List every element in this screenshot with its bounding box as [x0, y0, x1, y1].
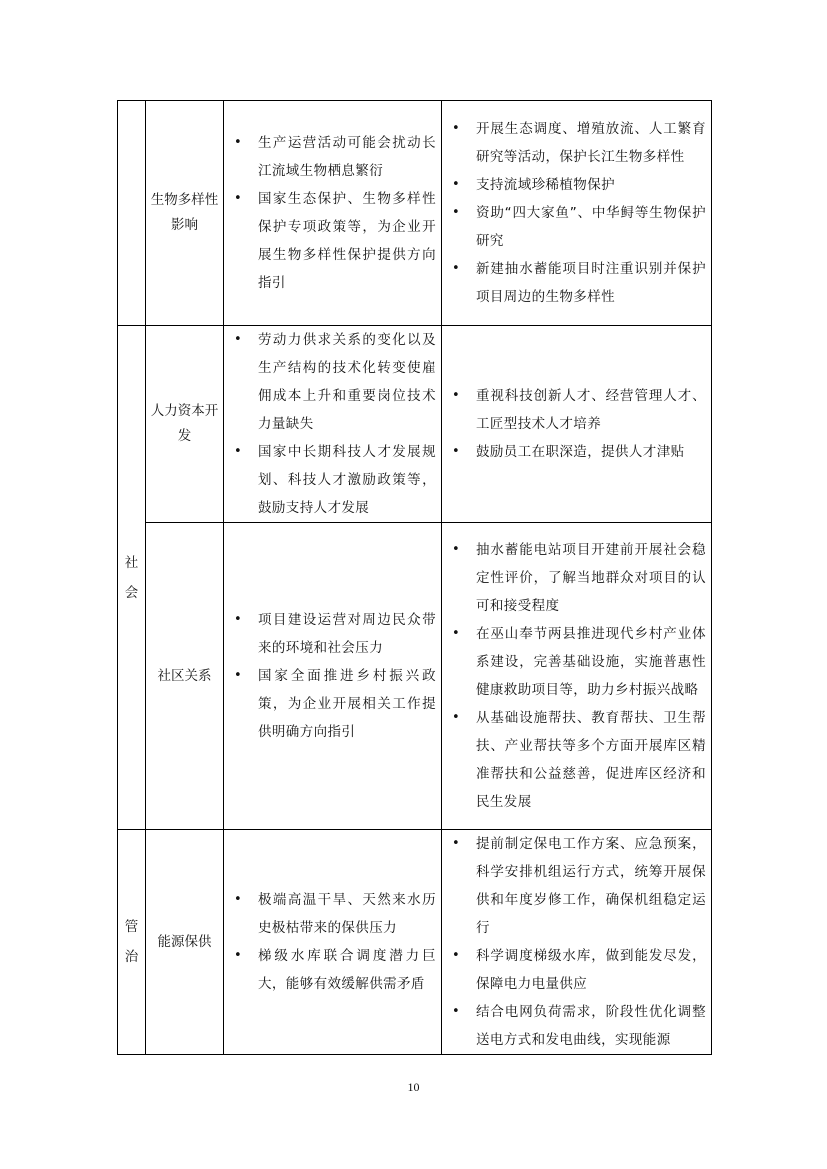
measure-item: • 支持流域珍稀植物保护 [442, 171, 711, 199]
page-number: 10 [407, 1080, 420, 1094]
risk-item: • 国家生态保护、生物多样性保护专项政策等，为企业开展生物多样性保护提供方向指引 [224, 185, 441, 297]
risk-cell [224, 326, 442, 523]
measure-cell [442, 830, 712, 1055]
table-row-human-capital [118, 326, 712, 523]
issue-cell: 社区关系 [146, 523, 224, 830]
measure-item: • 在巫山奉节两县推进现代乡村产业体系建设，完善基础设施，实施普惠性健康救助项目等，助力乡村振兴战略 [442, 620, 711, 704]
risk-item: • 国家全面推进乡村振兴政策，为企业开展相关工作提供明确方向指引 [224, 662, 441, 746]
table-row-energy-supply [118, 830, 712, 1055]
measure-item: • 鼓励员工在职深造，提供人才津贴 [442, 438, 711, 466]
issue-cell: 能源保供 [146, 830, 224, 1055]
issue-cell: 生物多样性影响 [146, 101, 224, 326]
measure-cell [442, 326, 712, 523]
measure-item: • 开展生态调度、增殖放流、人工繁育研究等活动，保护长江生物多样性 [442, 115, 711, 171]
risk-item: • 项目建设运营对周边民众带来的环境和社会压力 [224, 606, 441, 662]
measure-item: • 新建抽水蓄能项目时注重识别并保护项目周边的生物多样性 [442, 255, 711, 311]
category-cell-governance [118, 830, 146, 1055]
category-char: 会 [124, 584, 139, 601]
category-cell-social [118, 326, 146, 830]
risk-item: • 生产运营活动可能会扰动长江流域生物栖息繁衍 [224, 129, 441, 185]
measure-item: • 资助“四大家鱼”、中华鲟等生物保护研究 [442, 199, 711, 255]
table-row-community [118, 523, 712, 830]
risk-item: • 极端高温干旱、天然来水历史极枯带来的保供压力 [224, 886, 441, 942]
measure-item: • 提前制定保电工作方案、应急预案，科学安排机组运行方式，统筹开展保供和年度岁修工作，确保机组稳定运行 [442, 830, 711, 942]
measure-item: • 抽水蓄能电站项目开建前开展社会稳定性评价，了解当地群众对项目的认可和接受程度 [442, 536, 711, 620]
risk-cell [224, 101, 442, 326]
measure-cell [442, 101, 712, 326]
measure-item: • 科学调度梯级水库，做到能发尽发，保障电力电量供应 [442, 942, 711, 998]
risk-item: • 国家中长期科技人才发展规划、科技人才激励政策等，鼓励支持人才发展 [224, 438, 441, 522]
issue-cell: 人力资本开发 [146, 326, 224, 523]
esg-risk-table [117, 100, 712, 1055]
table-row-biodiversity [118, 101, 712, 326]
measure-item: • 从基础设施帮扶、教育帮扶、卫生帮扶、产业帮扶等多个方面开展库区精准帮扶和公益慈善，促进库区经济和民生发展 [442, 704, 711, 816]
risk-cell [224, 523, 442, 830]
category-cell-empty [118, 101, 146, 326]
category-char: 社 [124, 554, 139, 571]
risk-item: • 梯级水库联合调度潜力巨大，能够有效缓解供需矛盾 [224, 942, 441, 998]
measure-cell [442, 523, 712, 830]
risk-cell [224, 830, 442, 1055]
measure-item: • 结合电网负荷需求，阶段性优化调整送电方式和发电曲线，实现能源 [442, 998, 711, 1054]
category-char: 治 [124, 949, 139, 965]
category-char: 管 [124, 919, 139, 935]
measure-item: • 重视科技创新人才、经营管理人才、工匠型技术人才培养 [442, 382, 711, 438]
risk-item: • 劳动力供求关系的变化以及生产结构的技术化转变使雇佣成本上升和重要岗位技术力量缺失 [224, 326, 441, 438]
